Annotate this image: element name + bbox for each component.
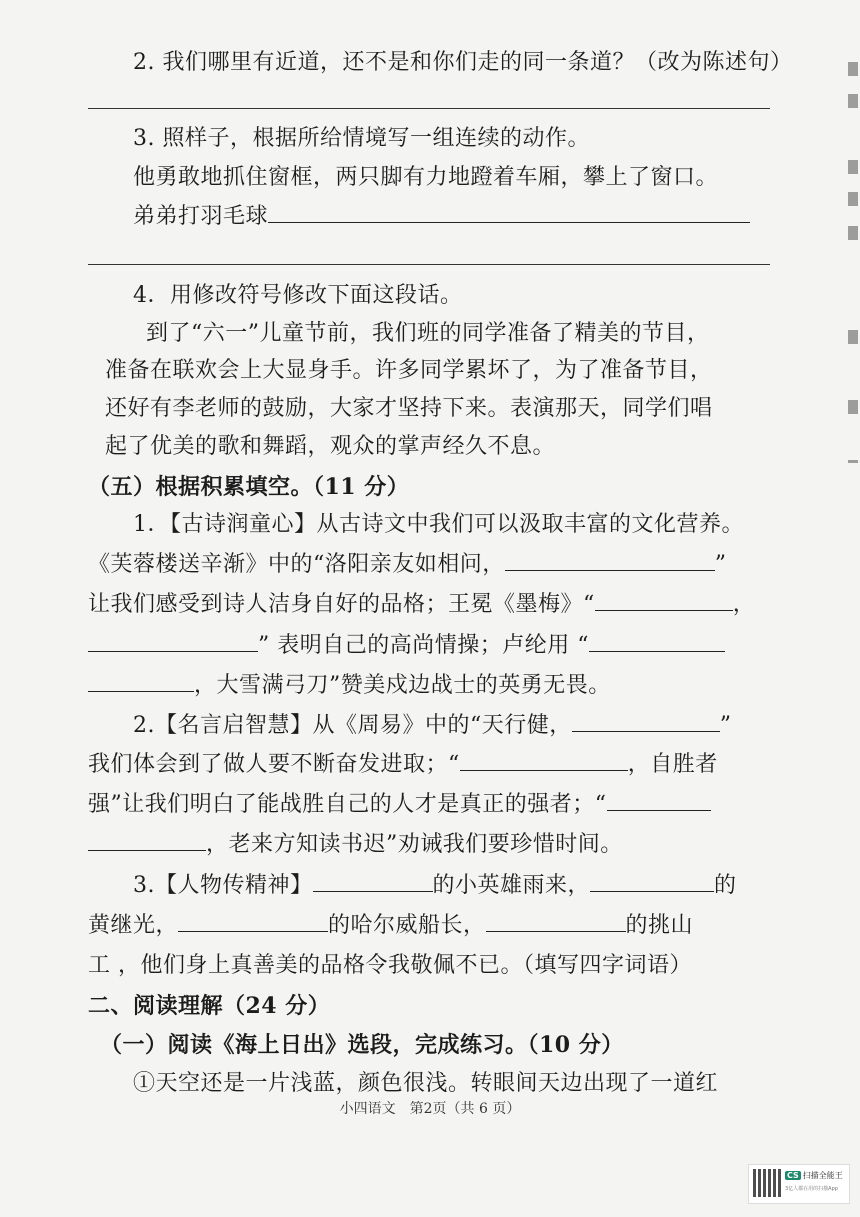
answer-blank[interactable] — [505, 550, 715, 571]
item-3-line-3: 工 ，他们身上真善美的品格令我敬佩不已。（填写四字词语） — [88, 953, 692, 978]
part-2-heading: 二、阅读理解（24 分） — [88, 993, 331, 1019]
answer-blank[interactable] — [178, 911, 328, 932]
question-4-line: 还好有李老师的鼓励，大家才坚持下来。表演那天，同学们唱 — [105, 396, 713, 421]
item-2-line-2 — [88, 750, 718, 780]
scanner-tagline: 3亿人都在用的扫描App — [785, 1186, 838, 1192]
answer-line-q3 — [88, 264, 770, 265]
item-1-text: ” — [714, 552, 727, 577]
item-1-text: 让我们感受到诗人洁身自好的品格；王冕《墨梅》“ — [88, 592, 595, 617]
item-3-line-2 — [88, 911, 693, 941]
item-1-text: 《芙蓉楼送辛渐》中的“洛阳亲友如相问， — [88, 552, 505, 577]
question-3-prompt: 弟弟打羽毛球 — [133, 204, 269, 229]
item-1-text: ” 表明自己的高尚情操；卢纶用 “ — [258, 633, 589, 658]
answer-blank[interactable] — [313, 871, 433, 892]
item-3-text: 的 — [714, 873, 737, 898]
part-2-subheading: （一）阅读《海上日出》选段，完成练习。（10 分） — [100, 1032, 624, 1058]
question-2: 2. 我们哪里有近道，还不是和你们走的同一条道？（改为陈述句） — [133, 50, 793, 75]
answer-blank[interactable] — [88, 830, 206, 851]
item-2-text: 我们体会到了做人要不断奋发进取；“ — [88, 752, 460, 777]
item-2-text: ，自胜者 — [627, 752, 718, 777]
item-1-line-2 — [88, 550, 727, 580]
item-3-text: 3.【人物传精神】 — [133, 873, 313, 898]
question-3-example: 他勇敢地抓住窗框，两只脚有力地蹬着车厢，攀上了窗口。 — [133, 165, 719, 190]
answer-blank[interactable] — [460, 750, 628, 771]
item-3-text: 的挑山 — [625, 913, 694, 938]
answer-blank[interactable] — [589, 631, 725, 652]
item-3-text: 黄继光， — [88, 913, 179, 938]
answer-blank[interactable] — [595, 590, 733, 611]
page-footer: 小四语文 第2页（共 6 页） — [339, 1101, 521, 1117]
question-3-prompt-row — [133, 202, 750, 232]
answer-line-q2 — [88, 108, 770, 109]
question-4-line: 准备在联欢会上大显身手。许多同学累坏了，为了准备节目， — [105, 358, 713, 383]
item-3-text: 的哈尔威船长， — [328, 913, 486, 938]
answer-blank[interactable] — [88, 671, 194, 692]
answer-blank-q3[interactable] — [268, 202, 750, 223]
scanner-brand — [785, 1170, 843, 1181]
scanner-watermark — [748, 1164, 850, 1204]
item-3-text: 的小英雄雨来， — [432, 873, 591, 898]
item-1-line-3 — [88, 590, 755, 620]
item-1-text: ，大雪满弓刀”赞美戍边战士的英勇无畏。 — [194, 673, 611, 698]
answer-blank[interactable] — [572, 711, 720, 732]
item-2-text: 强”让我们明白了能战胜自己的人才是真正的强者；“ — [88, 792, 607, 817]
item-2-line-1 — [133, 711, 732, 741]
item-2-text: ” — [719, 713, 732, 738]
adjacent-page-edge — [846, 0, 860, 1217]
question-4-title: 4．用修改符号修改下面这段话。 — [133, 283, 463, 308]
item-2-text: 2.【名言启智慧】从《周易》中的“天行健， — [133, 713, 572, 738]
item-3-line-1 — [133, 871, 737, 901]
item-1-line-4 — [88, 631, 725, 661]
answer-blank[interactable] — [486, 911, 626, 932]
answer-blank[interactable] — [88, 631, 258, 652]
item-1-line-5 — [88, 671, 611, 701]
question-4-line: 起了优美的歌和舞蹈，观众的掌声经久不息。 — [105, 434, 556, 459]
item-2-text: ，老来方知读书迟”劝诫我们要珍惜时间。 — [206, 832, 623, 857]
answer-blank[interactable] — [590, 871, 714, 892]
answer-blank[interactable] — [607, 790, 711, 811]
scanner-name: 扫描全能王 — [802, 1171, 843, 1180]
item-2-line-3 — [88, 790, 711, 820]
question-4-line: 到了“六一”儿童节前，我们班的同学准备了精美的节目， — [146, 321, 710, 346]
section-5-heading: （五）根据积累填空。（11 分） — [88, 474, 410, 500]
passage-paragraph-1: ①天空还是一片浅蓝，颜色很浅。转眼间天边出现了一道红 — [133, 1071, 719, 1096]
item-1-line-1: 1．【古诗润童心】从古诗文中我们可以汲取丰富的文化营养。 — [133, 512, 744, 537]
scanner-logo: CS — [787, 1171, 799, 1180]
question-3-title: 3. 照样子，根据所给情境写一组连续的动作。 — [133, 126, 590, 151]
item-1-text: ， — [732, 592, 756, 617]
item-2-line-4 — [88, 830, 623, 860]
qr-code-icon — [753, 1169, 781, 1197]
